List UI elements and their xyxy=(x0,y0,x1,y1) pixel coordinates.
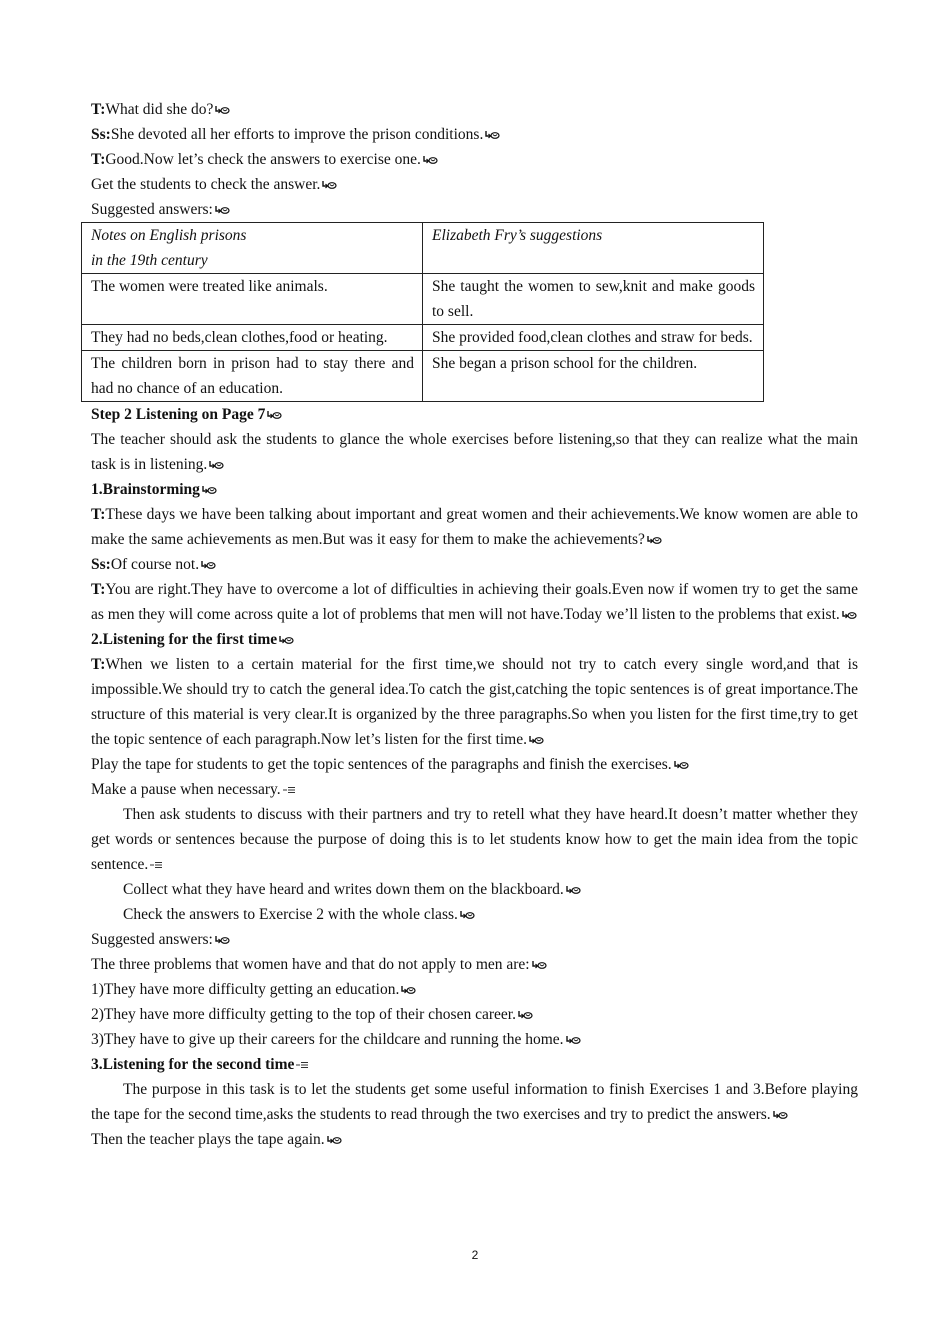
list-item xyxy=(91,977,858,1002)
heading-text: 1.Brainstorming xyxy=(91,481,200,498)
paragraph-return-icon xyxy=(646,535,662,545)
speaker-label: T: xyxy=(91,101,106,118)
instruction-text: Play the tape for students to get the topic sentences of the paragraphs and finish the exercises. xyxy=(91,756,672,773)
paragraph-text: The teacher should ask the students to glance the whole exercises before listening,so that they can realize what the main task is in listening. xyxy=(91,431,858,473)
paragraph-return-icon xyxy=(484,130,500,140)
paragraph-return-icon xyxy=(531,960,547,970)
paragraph-return-icon xyxy=(208,460,224,470)
instruction-text: Then the teacher plays the tape again. xyxy=(91,1131,325,1148)
table-header-cell xyxy=(82,223,423,274)
instruction-line xyxy=(91,1127,858,1152)
paragraph-return-icon xyxy=(422,155,438,165)
header-text: Elizabeth Fry’s suggestions xyxy=(432,227,603,244)
dialogue-line xyxy=(91,97,858,122)
dialogue-line xyxy=(91,552,858,577)
section-heading xyxy=(91,402,858,427)
dialogue-text: Good.Now let’s check the answers to exercise one. xyxy=(105,151,421,168)
page-number: 2 xyxy=(471,1248,479,1262)
speaker-label: T: xyxy=(91,151,106,168)
paragraph-return-icon xyxy=(214,105,230,115)
answers-table xyxy=(81,222,764,402)
instruction-text: Make a pause when necessary. xyxy=(91,781,281,798)
paragraph xyxy=(91,427,858,477)
speaker-label: T: xyxy=(91,656,106,673)
table-cell: The children born in prison had to stay there and had no chance of an education. xyxy=(82,351,423,402)
instruction-text: Suggested answers: xyxy=(91,931,213,948)
header-text: Notes on English prisons xyxy=(91,227,247,244)
instruction-text: Get the students to check the answer. xyxy=(91,176,321,193)
table-header-cell xyxy=(423,223,764,274)
answer-text: 3)They have to give up their careers for the childcare and running the home. xyxy=(91,1031,564,1048)
paragraph-return-icon xyxy=(201,485,217,495)
dialogue-line xyxy=(91,147,858,172)
dialogue-text: You are right.They have to overcome a lot of difficulties in achieving their goals.Even now if women try to get the same as men they will come across quite a lot of problems that men will not have.Today we’ll listen to the problems that exist. xyxy=(91,581,858,623)
document-page xyxy=(91,97,858,1152)
paragraph-return-icon xyxy=(772,1110,788,1120)
dialogue-text: When we listen to a certain material for the first time,we should not try to catch every single word,and that is impossible.We should try to catch the general idea.To catch the gist,catching the topic sentences is of great importance.The structure of this material is very clear.It is organized by the three paragraphs.So when you listen for the first time,try to get the topic sentence of each paragraph.Now let’s listen for the first time. xyxy=(91,656,858,748)
paragraph-return-icon xyxy=(326,1135,342,1145)
instruction-line xyxy=(91,952,858,977)
list-return-icon xyxy=(282,785,296,795)
dialogue-text: These days we have been talking about important and great women and their achievements.We know women are able to make the same achievements as men.But was it easy for them to make the achievements? xyxy=(91,506,858,548)
heading-text: 3.Listening for the second time xyxy=(91,1056,295,1073)
paragraph-text: The purpose in this task is to let the students get some useful information to finish Exercises 1 and 3.Before playing the tape for the second time,asks the students to read through the two exercises and try to predict the answers. xyxy=(91,1081,858,1123)
instruction-line xyxy=(91,927,858,952)
list-return-icon xyxy=(295,1060,309,1070)
speaker-label: T: xyxy=(91,506,106,523)
subsection-heading xyxy=(91,1052,858,1077)
speaker-label: Ss: xyxy=(91,556,111,573)
paragraph-return-icon xyxy=(278,635,294,645)
table-header-row xyxy=(82,223,764,274)
speaker-label: T: xyxy=(91,581,106,598)
paragraph-return-icon xyxy=(841,610,857,620)
paragraph-return-icon xyxy=(459,910,475,920)
dialogue-line xyxy=(91,577,858,627)
dialogue-line xyxy=(91,652,858,752)
table-cell: She provided food,clean clothes and straw for beds. xyxy=(423,325,764,351)
paragraph-return-icon xyxy=(321,180,337,190)
dialogue-text: She devoted all her efforts to improve the prison conditions. xyxy=(110,126,484,143)
subsection-heading xyxy=(91,477,858,502)
instruction-line xyxy=(91,902,858,927)
table-row xyxy=(82,274,764,325)
dialogue-text: Of course not. xyxy=(110,556,200,573)
paragraph xyxy=(91,1077,858,1127)
instruction-text: The three problems that women have and that do not apply to men are: xyxy=(91,956,530,973)
instruction-text: Check the answers to Exercise 2 with the whole class. xyxy=(123,906,458,923)
answer-text: 2)They have more difficulty getting to the top of their chosen career. xyxy=(91,1006,516,1023)
paragraph-return-icon xyxy=(517,1010,533,1020)
list-return-icon xyxy=(149,860,163,870)
dialogue-text: What did she do? xyxy=(105,101,214,118)
heading-text: 2.Listening for the first time xyxy=(91,631,278,648)
paragraph-return-icon xyxy=(528,735,544,745)
table-cell: She taught the women to sew,knit and make goods to sell. xyxy=(423,274,764,325)
paragraph-return-icon xyxy=(214,935,230,945)
paragraph-return-icon xyxy=(214,205,230,215)
dialogue-line xyxy=(91,122,858,147)
list-item xyxy=(91,1002,858,1027)
table-cell: The women were treated like animals. xyxy=(82,274,423,325)
instruction-text: Collect what they have heard and writes down them on the blackboard. xyxy=(123,881,564,898)
table-cell: She began a prison school for the children. xyxy=(423,351,764,402)
instruction-line xyxy=(91,752,858,777)
answer-text: 1)They have more difficulty getting an education. xyxy=(91,981,400,998)
instruction-line xyxy=(91,877,858,902)
paragraph-return-icon xyxy=(400,985,416,995)
header-text: in the 19th century xyxy=(91,252,208,269)
subsection-heading xyxy=(91,627,858,652)
heading-text: Step 2 Listening on Page 7 xyxy=(91,406,266,423)
table-row xyxy=(82,351,764,402)
instruction-line xyxy=(91,197,858,222)
paragraph-return-icon xyxy=(565,885,581,895)
paragraph-return-icon xyxy=(673,760,689,770)
list-item xyxy=(91,1027,858,1052)
table-cell: They had no beds,clean clothes,food or heating. xyxy=(82,325,423,351)
speaker-label: Ss: xyxy=(91,126,111,143)
dialogue-line xyxy=(91,502,858,552)
instruction-text: Suggested answers: xyxy=(91,201,213,218)
paragraph-return-icon xyxy=(200,560,216,570)
paragraph-text: Then ask students to discuss with their partners and try to retell what they have heard.It doesn’t matter whether they get words or sentences because the purpose of doing this is to let students know how to get the main idea from the topic sentence. xyxy=(91,806,858,873)
instruction-line xyxy=(91,172,858,197)
table-row xyxy=(82,325,764,351)
paragraph xyxy=(91,802,858,877)
paragraph-return-icon xyxy=(565,1035,581,1045)
paragraph-return-icon xyxy=(266,410,282,420)
instruction-line xyxy=(91,777,858,802)
